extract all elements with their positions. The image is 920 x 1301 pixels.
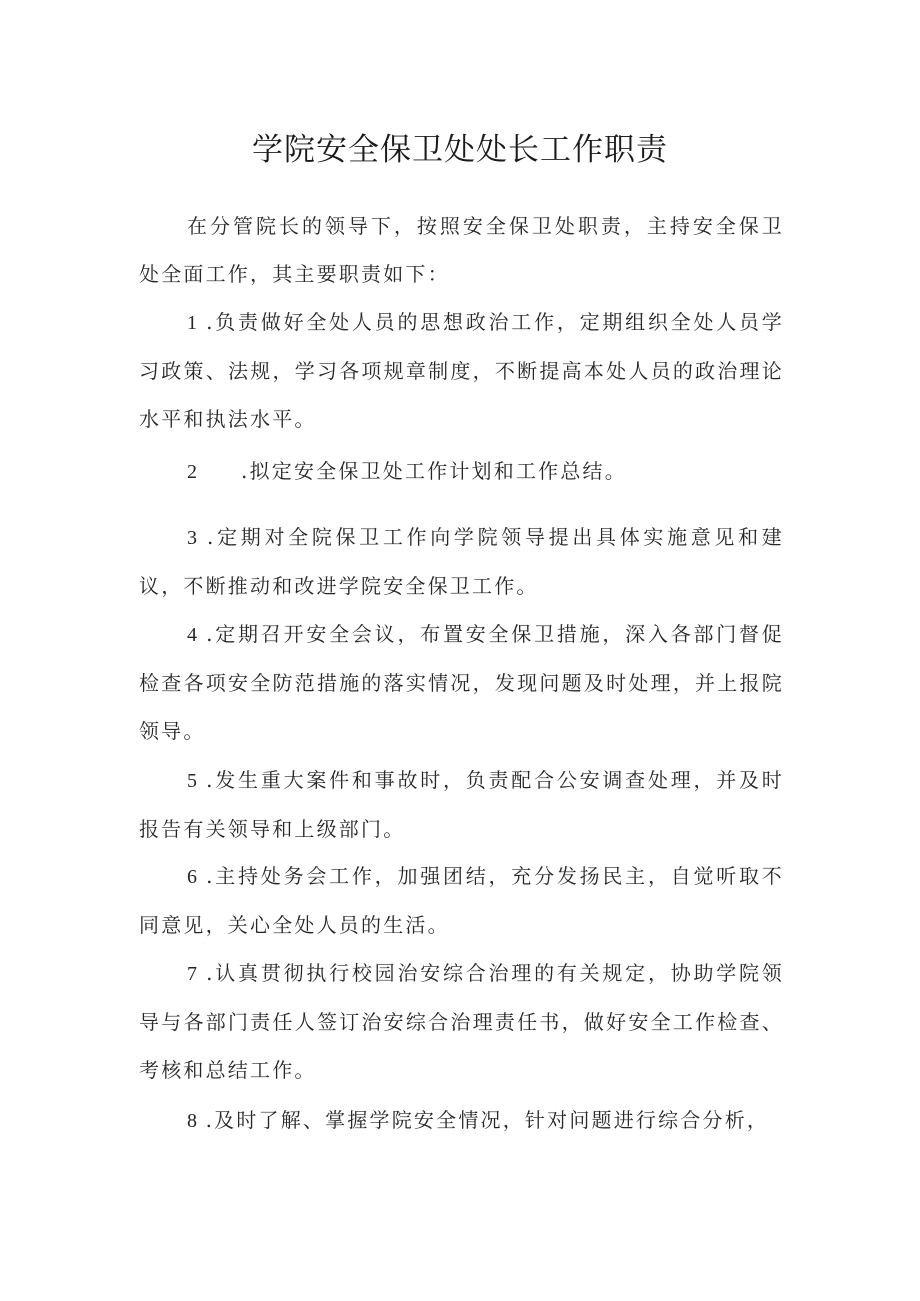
item-number: 5 — [187, 770, 197, 792]
list-item — [139, 610, 784, 755]
item-text: .及时了解、掌握学院安全情况，针对问题进行综合分析， — [205, 1108, 770, 1132]
list-item — [139, 852, 784, 949]
item-number: 2 — [187, 461, 197, 483]
item-text: .认真贯彻执行校园治安综合治理的有关规定，协助学院领导与各部门责任人签订治安综合治理责任书，做好安全工作检查、考核和总结工作。 — [139, 961, 785, 1082]
item-number: 1 — [187, 312, 197, 334]
item-text: .定期对全院保卫工作向学院领导提出具体实施意见和建议，不断推动和改进学院安全保卫工作。 — [139, 525, 784, 598]
item-text: .拟定安全保卫处工作计划和工作总结。 — [241, 459, 627, 483]
list-item — [139, 949, 784, 1094]
item-text: .发生重大案件和事故时，负责配合公安调查处理，并及时报告有关领导和上级部门。 — [139, 768, 785, 841]
item-text: .主持处务会工作，加强团结，充分发扬民主，自觉听取不同意见，关心全处人员的生活。 — [139, 864, 785, 937]
item-number: 3 — [187, 527, 197, 549]
item-number: 8 — [187, 1110, 197, 1132]
item-number: 4 — [187, 624, 197, 646]
list-item — [139, 447, 784, 496]
document-title: 学院安全保卫处处长工作职责 — [252, 132, 668, 168]
item-number: 7 — [187, 963, 197, 985]
list-item — [139, 756, 784, 853]
item-number: 6 — [187, 866, 197, 888]
list-item — [139, 1096, 784, 1145]
intro-paragraph: 在分管院长的领导下，按照安全保卫处职责，主持安全保卫处全面工作，其主要职责如下： — [139, 214, 784, 286]
item-text: .负责做好全处人员的思想政治工作，定期组织全处人员学习政策、法规，学习各项规章制度，不断提高本处人员的政治理论水平和执法水平。 — [139, 310, 785, 431]
item-text: .定期召开安全会议，布置安全保卫措施，深入各部门督促检查各项安全防范措施的落实情况，发现问题及时处理，并上报院领导。 — [139, 622, 785, 743]
list-item — [139, 513, 784, 610]
list-item — [139, 298, 784, 443]
